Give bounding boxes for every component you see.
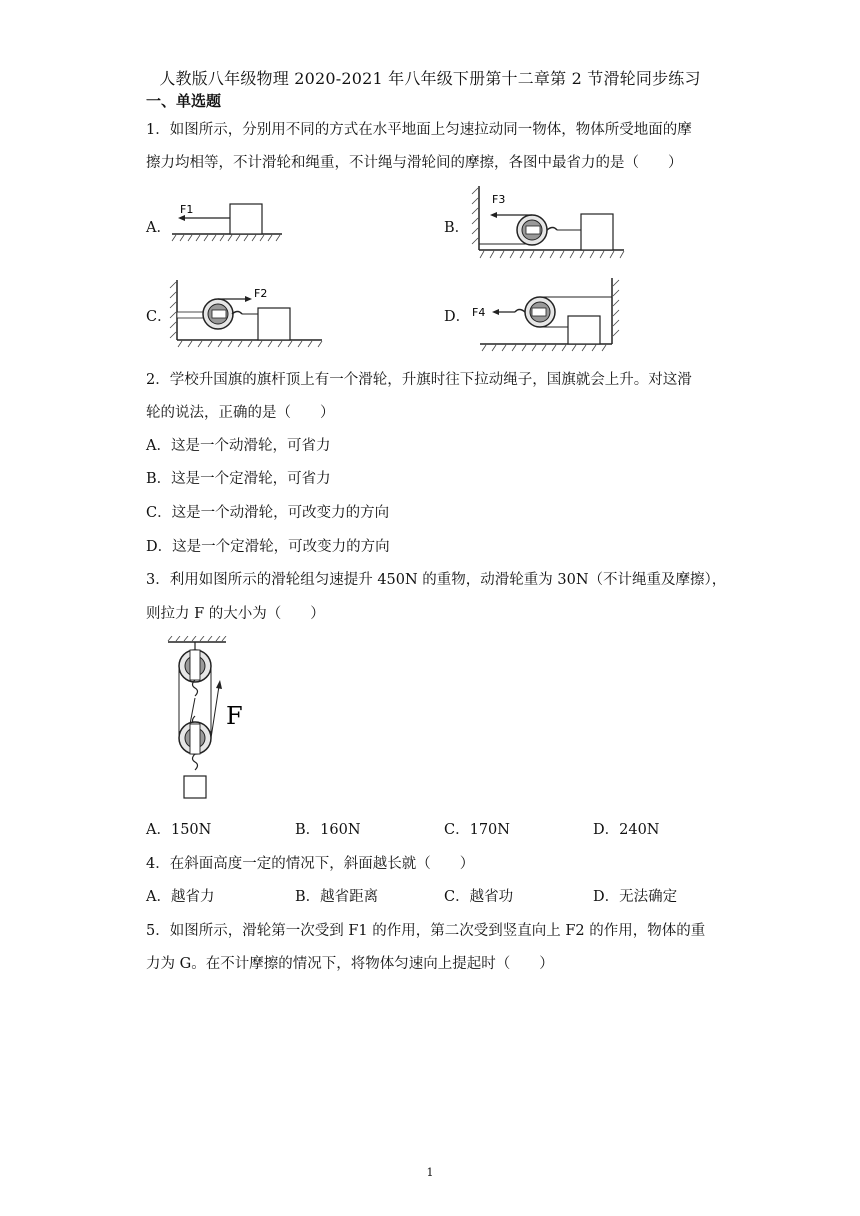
page-number: 1	[426, 1166, 434, 1179]
q5-stem-line1: 5．如图所示，滑轮第一次受到 F1 的作用，第二次受到竖直向上 F2 的作用，物体的重	[146, 923, 706, 939]
q3-option-b: B．160N	[295, 822, 361, 838]
q2-option-b: B．这是一个定滑轮，可省力	[146, 471, 331, 487]
q1-figure-d	[470, 276, 630, 356]
document-title: 人教版八年级物理 2020-2021 年八年级下册第十二章第 2 节滑轮同步练习	[159, 69, 701, 88]
force-f2-label: F2	[254, 287, 268, 300]
q2-option-d: D．这是一个定滑轮，可改变力的方向	[146, 539, 390, 555]
q3-stem-line1: 3．利用如图所示的滑轮组匀速提升 450N 的重物，动滑轮重为 30N（不计绳重及摩擦），	[146, 572, 727, 588]
force-f-label: F	[226, 702, 243, 730]
q1-stem-line2: 擦力均相等，不计滑轮和绳重，不计绳与滑轮间的摩擦，各图中最省力的是（ ）	[146, 155, 683, 171]
force-f3-label: F3	[492, 193, 506, 206]
force-f4-label: F4	[472, 306, 486, 319]
q1-figure-a	[170, 196, 285, 244]
q4-stem: 4．在斜面高度一定的情况下，斜面越长就（ ）	[146, 856, 475, 872]
q2-option-a: A．这是一个动滑轮，可省力	[146, 438, 331, 454]
q3-option-a: A．150N	[146, 822, 212, 838]
q1-label-a: A．	[146, 220, 171, 236]
q3-option-d: D．240N	[593, 822, 660, 838]
q4-option-a: A．越省力	[146, 889, 215, 905]
q3-stem-line2: 则拉力 F 的大小为（ ）	[146, 606, 325, 622]
q1-label-b: B．	[444, 220, 470, 236]
q2-stem-line2: 轮的说法，正确的是（ ）	[146, 405, 335, 421]
section-heading: 一、单选题	[146, 92, 222, 110]
q3-option-c: C．170N	[444, 822, 510, 838]
q2-stem-line1: 2．学校升国旗的旗杆顶上有一个滑轮，升旗时往下拉动绳子，国旗就会上升。对这滑	[146, 372, 692, 388]
q4-option-b: B．越省距离	[295, 889, 379, 905]
q3-pulley-figure	[164, 636, 264, 802]
q4-option-d: D．无法确定	[593, 889, 678, 905]
q4-option-c: C．越省功	[444, 889, 514, 905]
q1-figure-c	[166, 278, 326, 348]
q5-stem-line2: 力为 G。在不计摩擦的情况下，将物体匀速向上提起时（ ）	[146, 956, 554, 972]
q1-stem-line1: 1．如图所示，分别用不同的方式在水平地面上匀速拉动同一物体，物体所受地面的摩	[146, 122, 692, 138]
q1-label-d: D．	[444, 309, 471, 325]
q1-label-c: C．	[146, 309, 172, 325]
force-f1-label: F1	[180, 203, 194, 216]
q1-figure-b	[468, 184, 628, 264]
q2-option-c: C．这是一个动滑轮，可改变力的方向	[146, 505, 390, 521]
